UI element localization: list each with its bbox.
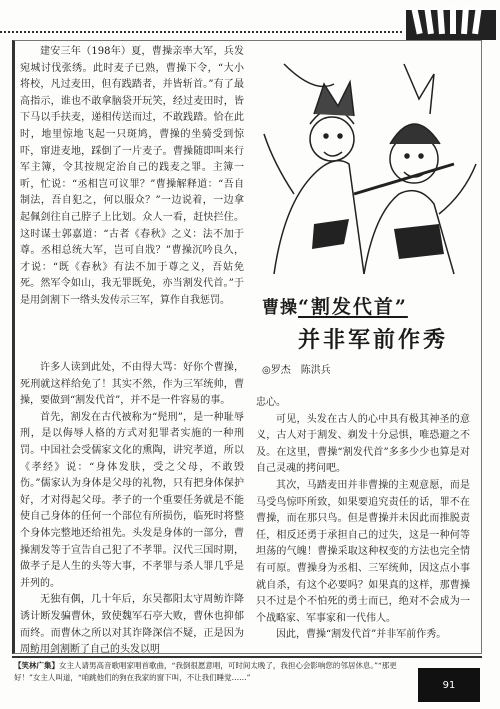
paragraph: 建安三年（198年）夏，曹操亲率大军，兵发宛城讨伐张绣。此时麦子已熟，曹操下令，“大小将校，凡过麦田，但有践踏者，并皆斩首。”有了最高指示，谁也不敢拿脑袋开玩笑，经过麦田时，皆下马以手扶麦，递相传送而过，不敢践踏。恰在此时，地里惊地飞起一只斑鸠，曹操的坐骑受到惊吓，窜进麦地，踩倒了一片麦子。曹操随即叫来行军主簿，令其按规定治自己的践麦之罪。主簿一听，忙说：“丞相岂可议罪？”曹操解释道：“吾自制法，吾自犯之，何以服众？”一边说着，一边拿起佩剑往自己脖子上比划。众人一看，赶快拦住。这时谋士郭嘉道：“古者《春秋》之义：法不加于尊。丞相总统大军，岂可自戕？”曹操沉吟良久，才说：“既《春秋》有法不加于尊之义，吾姑免死。然军令如山，我无罪既免，亦当割发代首。”于是用剑割下一绺头发传示三军，算作自我惩罚。 — [20, 46, 244, 306]
footer-tag: 【笑林广集】 — [14, 661, 59, 670]
header-dotted-rule — [0, 31, 402, 33]
paragraph: 可见，头发在古人的心中具有极其神圣的意义，古人对于割发、剃发十分忌惧，唯恐避之不及。在这里，曹操“割发代首”多多少少也算是对自己灵魂的拷问吧。 — [256, 413, 470, 475]
books-icon — [404, 2, 498, 40]
article-column-left-bottom — [20, 360, 244, 659]
paragraph: 因此，曹操“割发代首”并非军前作秀。 — [276, 629, 447, 641]
article-authors: ◎罗杰 陈洪兵 — [262, 365, 331, 376]
page-number: 91 — [418, 668, 480, 702]
paragraph: 其次，马踏麦田并非曹操的主观意愿，而是马受鸟惊吓所致，如果要追究责任的话，罪不在曹操，而在那只鸟。但是曹操并未因此而推脱责任，相反还勇于承担自己的过失，这是一种何等坦荡的气魄！曹操采取这种权变的方法也完全情有可原。曹操身为丞相、三军统帅，因这点小事就自杀，有这个必要吗？如果真的这样，那曹操只不过是个不怕死的勇士而已，绝对不会成为一个战略家、军事家和一代伟人。 — [256, 479, 470, 624]
warriors-illustration-icon — [254, 44, 480, 276]
footer-rule — [12, 656, 482, 658]
article-title-line2: 并非军前作秀 — [298, 328, 449, 353]
paragraph: 无独有偶，几十年后，东吴都阳太守周鲂诈降诱计断发骗曹休，致使魏军石亭大败，曹休也抑郁而终。而曹休之所以对其诈降深信不疑，正是因为周鲂用剑割断了自己的头发以明 — [20, 594, 244, 656]
title-quoted: “割发代首” — [298, 296, 408, 318]
article-column-left-top — [20, 44, 244, 310]
title-prefix: 曹操 — [262, 298, 298, 318]
paragraph: 忠心。 — [256, 397, 286, 408]
article-column-right — [256, 395, 470, 644]
footer-text: 女主人请男高音歌唱家唱首歌曲，“我倒很愿意唱，可时间太晚了，我担心会影响您的邻居休息。”“那更好！”女主人叫道，“咱跳他们的狗在我家的窗下叫，不让我们睡觉……” — [14, 661, 397, 682]
article-title-line1 — [262, 292, 408, 319]
paragraph: 首先，割发在古代被称为“髡刑”，是一种耻辱刑，是以侮辱人格的方式对犯罪者实施的一种刑罚。中国社会受儒家文化的熏陶，讲究孝道，所以《孝经》说：“身体发肤，受之父母，不敢毁伤。”儒家认为身体是父母的礼物，只有把身体保护好，才对得起父母。孝子的一个重要任务就是不能使自己身体的任何一个部位有所损伤，临死时将整个身体完整地还给祖先。头发是身体的一部分，曹操割发等于宣告自己犯了不孝罪。汉代三国时期，做孝子是人生的头等大事，不孝罪与杀人罪几乎是并列的。 — [20, 411, 244, 589]
paragraph: 许多人读到此处，不由得大骂：好你个曹操，死刑就这样给免了！其实不然，作为三军统帅，曹操，要做到“割发代首”，并不是一件容易的事。 — [20, 362, 244, 407]
footer-joke — [14, 660, 414, 684]
